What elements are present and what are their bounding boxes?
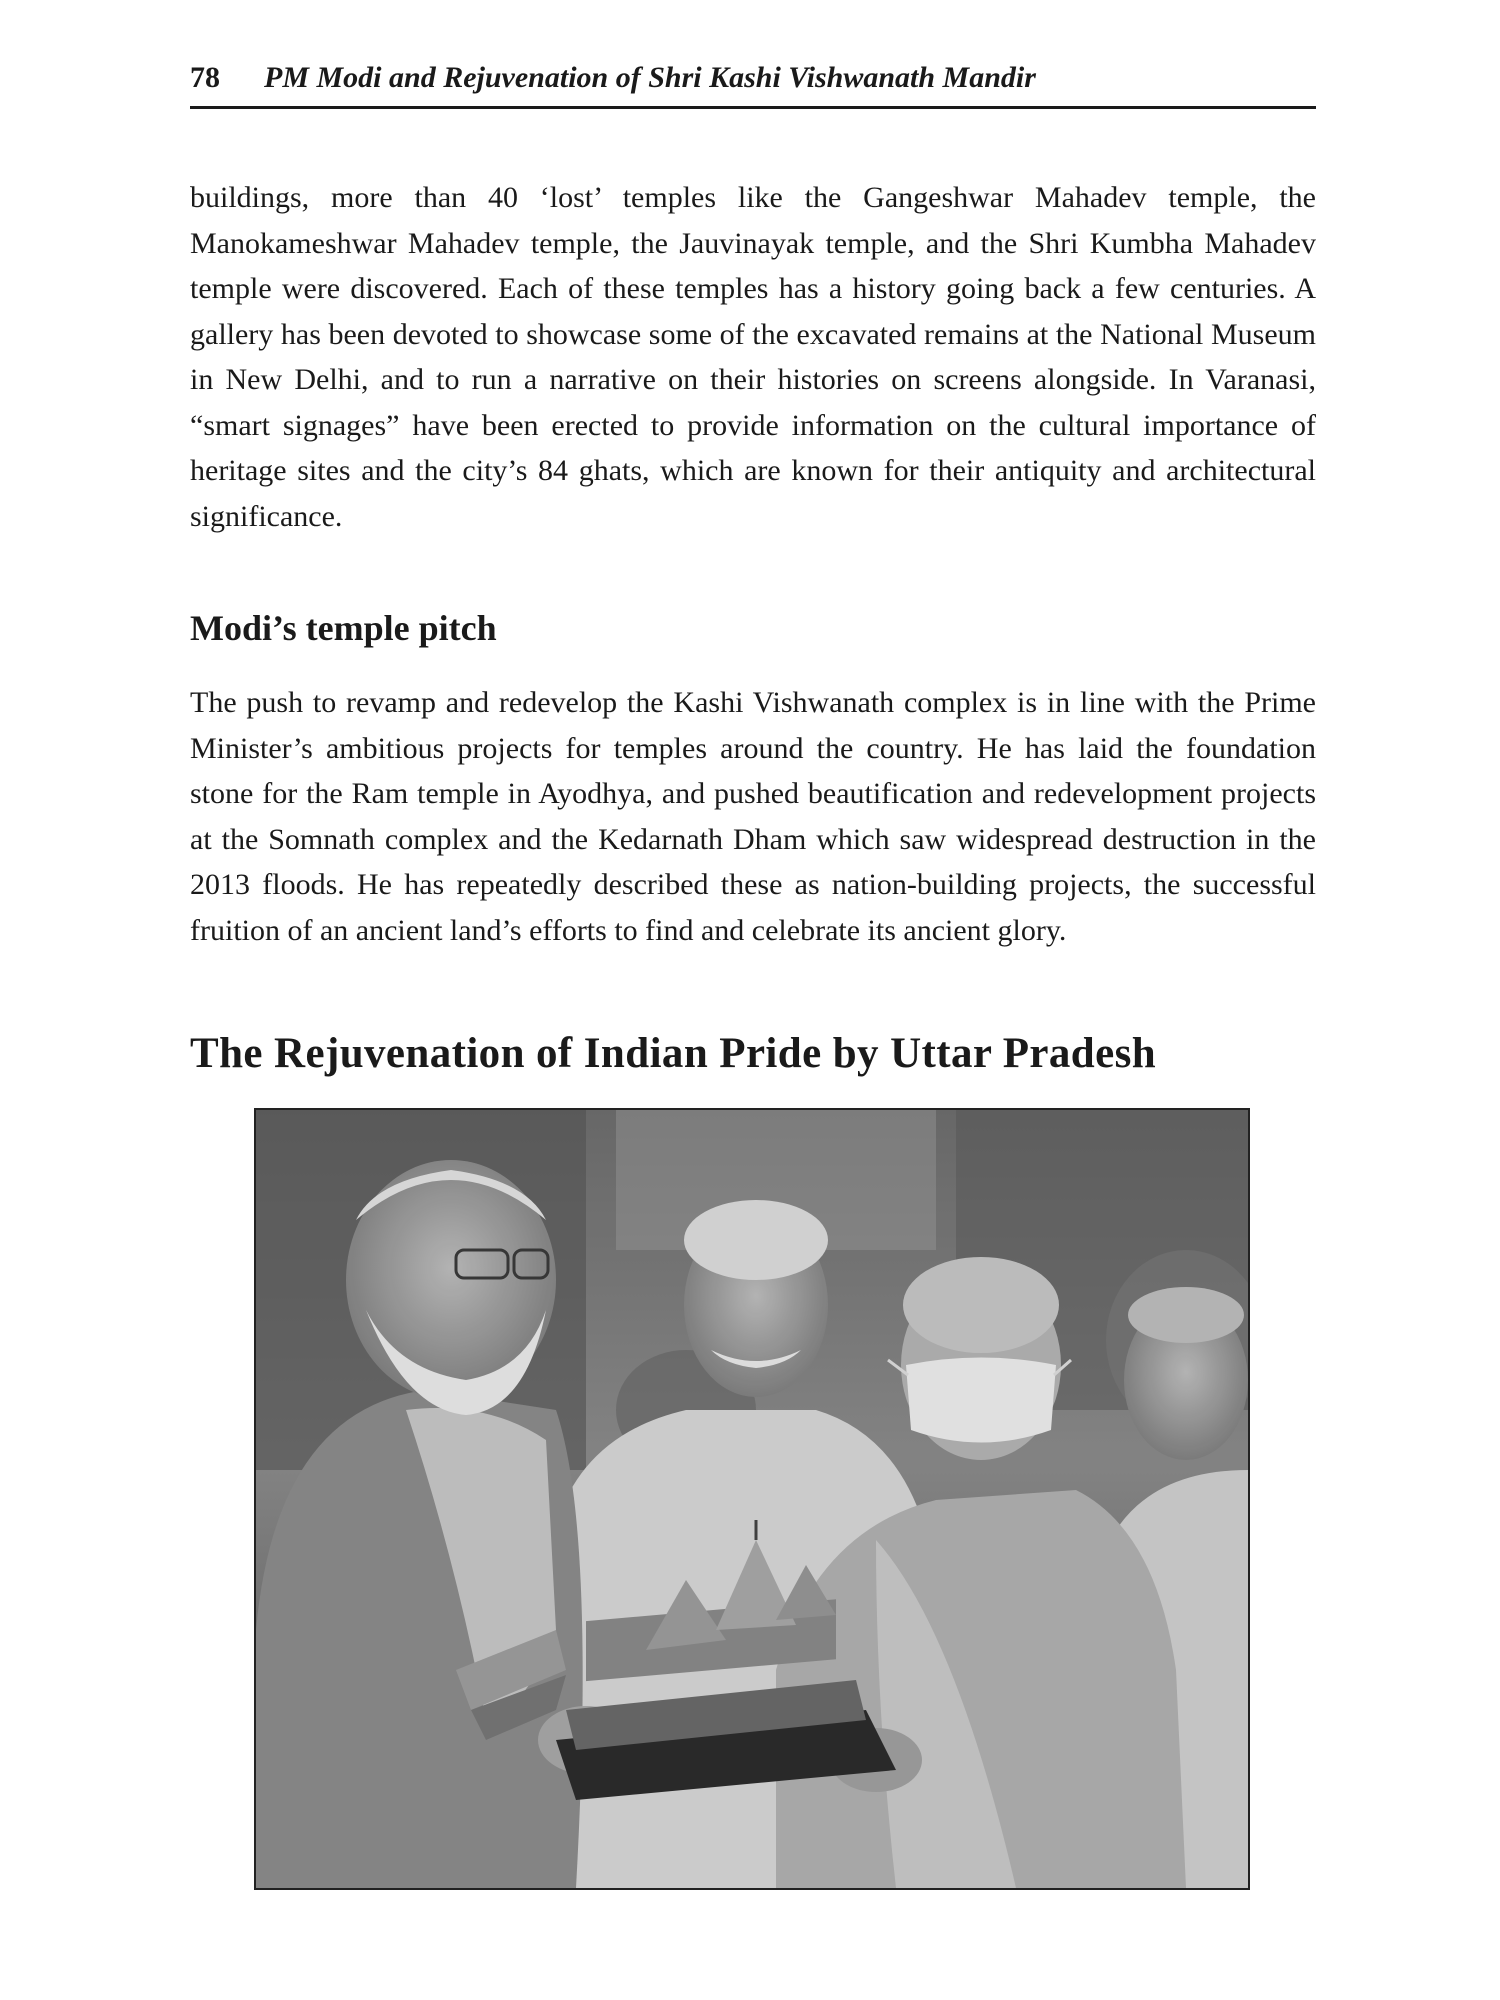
chapter-heading: The Rejuvenation of Indian Pride by Uttar Pradesh [190, 1030, 1157, 1077]
photograph [254, 1108, 1250, 1890]
section-heading: Modi’s temple pitch [190, 608, 497, 648]
running-header [190, 58, 1316, 109]
page-number: 78 [190, 61, 220, 94]
body-paragraph-2: The push to revamp and redevelop the Kashi Vishwanath complex is in line with the Prime Minister’s ambitious projects for temples around the country. He has laid the foundation stone for the Ram temple in Ayodhya, and pushed beautification and redevelopment projects at the Somnath complex and the Kedarnath Dham which saw widespread destruction in the 2013 floods. He has repeatedly described these as nation-building projects, the successful fruition of an ancient land’s efforts to find and celebrate its ancient glory. [190, 686, 1316, 947]
photograph-illustration [256, 1110, 1248, 1888]
running-title: PM Modi and Rejuvenation of Shri Kashi Vishwanath Mandir [264, 61, 1036, 94]
body-paragraph-1: buildings, more than 40 ‘lost’ temples like the Gangeshwar Mahadev temple, the Manokameshwar Mahadev temple, the Jauvinayak temple, and the Shri Kumbha Mahadev temple were discovered. Each of these temples has a history going back a few centuries. A gallery has been devoted to showcase some of the excavated remains at the National Museum in New Delhi, and to run a narrative on their histories on screens alongside. In Varanasi, “smart signages” have been erected to provide information on the cultural importance of heritage sites and the city’s 84 ghats, which are known for their antiquity and architectural significance. [190, 181, 1316, 533]
